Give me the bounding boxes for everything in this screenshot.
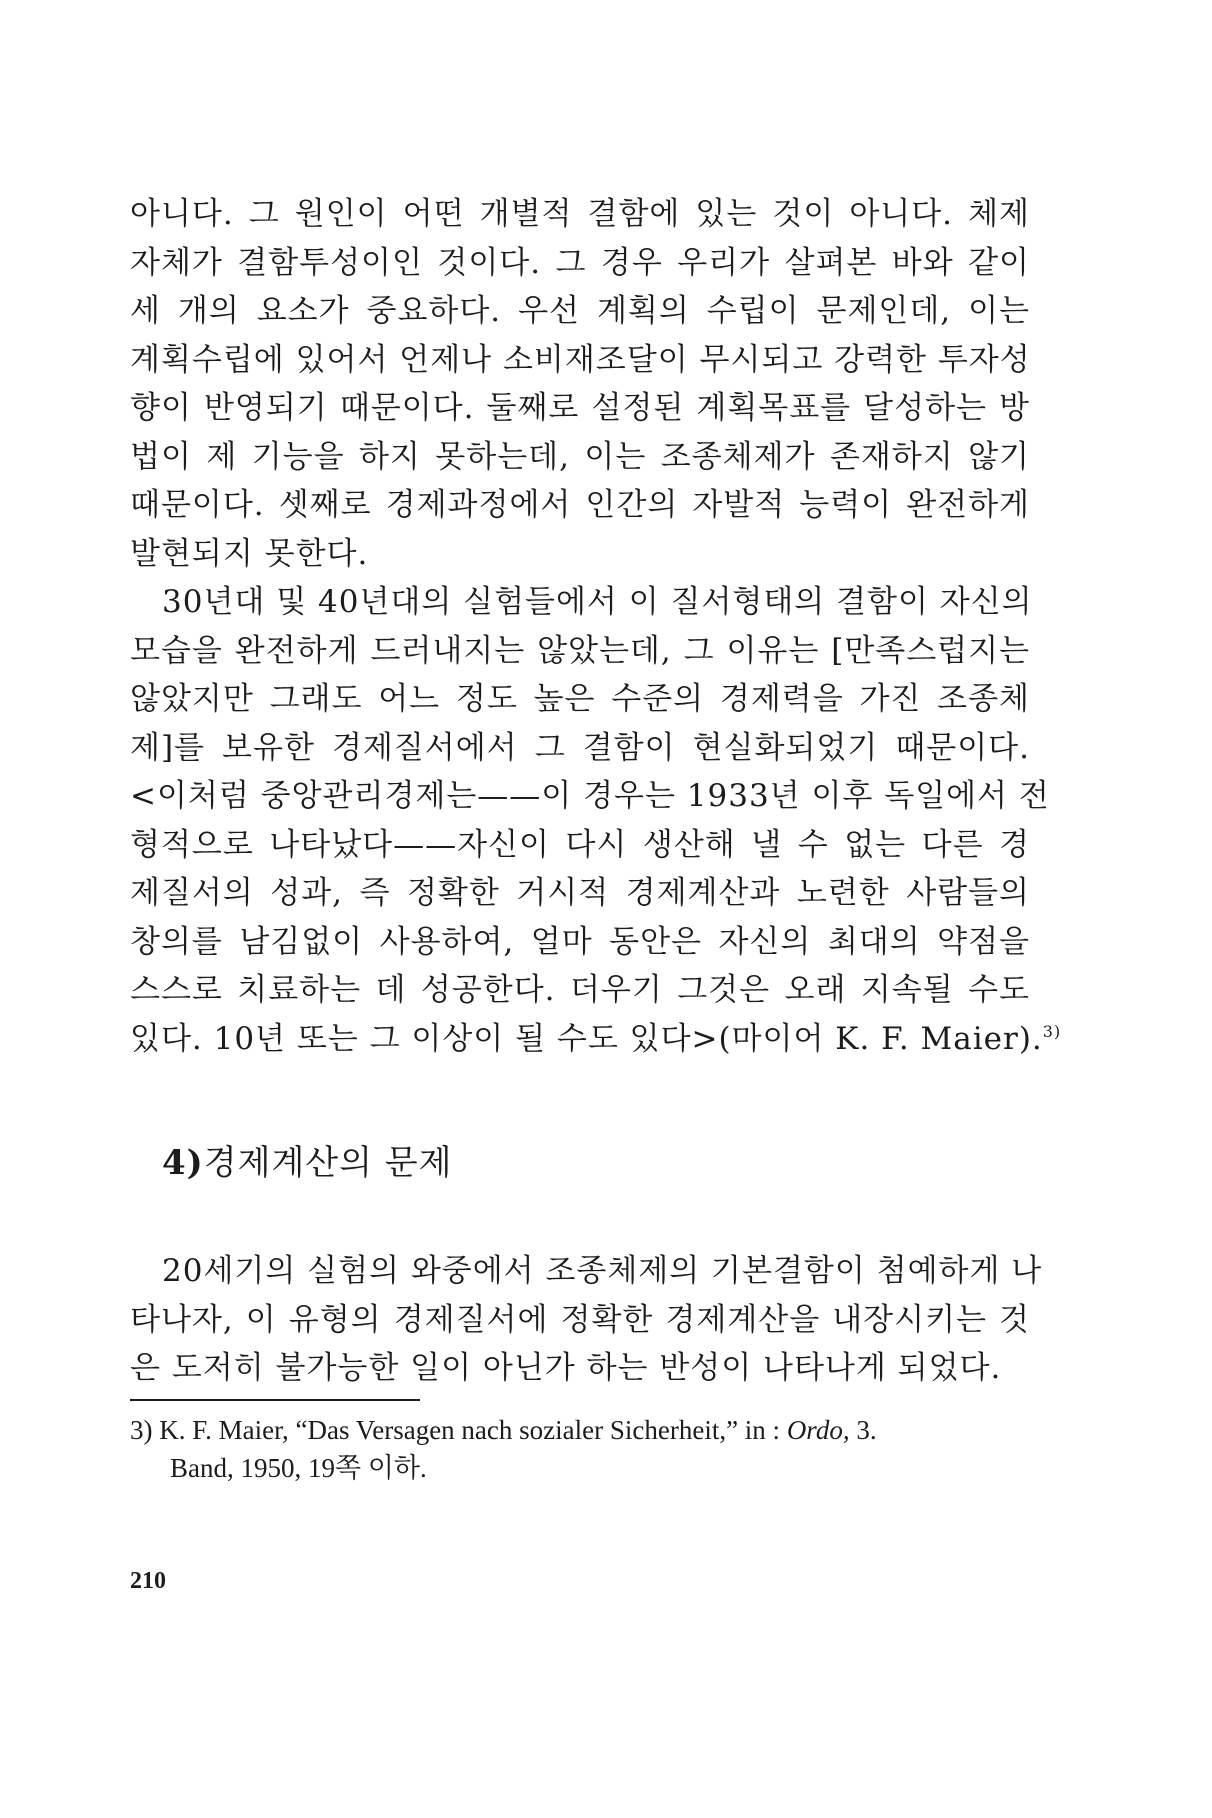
- section-title: 경제계산의 문제: [203, 1143, 453, 1183]
- text-line: 법이 제 기능을 하지 못하는데, 이는 조종체제가 존재하지 않기: [130, 438, 1030, 475]
- text-line: <이처럼 중앙관리경제는——이 경우는 1933년 이후 독일에서 전: [130, 778, 1050, 814]
- section-paragraph: [130, 1247, 1043, 1393]
- text-line: 발현되지 못한다.: [130, 535, 369, 572]
- footnote-text: K. F. Maier, “Das Versagen nach sozialer Sicherheit,” in :: [159, 1414, 787, 1445]
- footnote-continuation: Band, 1950, 19쪽 이하.: [170, 1452, 427, 1483]
- book-page: [130, 190, 1062, 1487]
- text-line: 30년대 및 40년대의 실험들에서 이 질서형태의 결함이 자신의: [162, 584, 1033, 620]
- footnote-marker: 3): [130, 1414, 153, 1445]
- text-line-content: 있다. 10년 또는 그 이상이 될 수도 있다>(마이어 K. F. Maier).: [130, 1020, 1043, 1057]
- text-line: 향이 반영되기 때문이다. 둘째로 설정된 계획목표를 달성하는 방: [130, 390, 1030, 426]
- footnote-reference[interactable]: 3): [1042, 1021, 1062, 1041]
- text-line: 않았지만 그래도 어느 정도 높은 수준의 경제력을 가진 조종체: [130, 681, 1030, 717]
- footnote-line: [130, 1411, 1030, 1449]
- text-line: 제질서의 성과, 즉 정확한 거시적 경제계산과 노련한 사람들의: [130, 875, 1030, 911]
- text-line: 형적으로 나타났다——자신이 다시 생산해 낼 수 없는 다른 경: [130, 826, 1030, 863]
- body-paragraph-1: [130, 190, 1030, 578]
- section-number: 4): [162, 1143, 204, 1183]
- text-line: 20세기의 실험의 와중에서 조종체제의 기본결함이 첨예하게 나: [162, 1253, 1043, 1289]
- text-line: 모습을 완전하게 드러내지는 않았는데, 그 이유는 [만족스럽지는: [130, 632, 1030, 669]
- text-line: 타나자, 이 유형의 경제질서에 정확한 경제계산을 내장시키는 것: [130, 1301, 1030, 1338]
- text-line: 제]를 보유한 경제질서에서 그 결함이 현실화되었기 때문이다.: [130, 729, 1030, 766]
- footnote-journal-title: Ordo,: [786, 1414, 850, 1445]
- footnote: [130, 1411, 1030, 1487]
- section-heading: [162, 1141, 1030, 1185]
- page-number: 210: [130, 1568, 166, 1594]
- footnote-text-end: 3.: [849, 1414, 877, 1445]
- body-paragraph-2: [130, 578, 1062, 1063]
- footnote-divider: [130, 1399, 420, 1401]
- text-line: 세 개의 요소가 중요하다. 우선 계획의 수립이 문제인데, 이는: [130, 293, 1030, 329]
- text-line: 때문이다. 셋째로 경제과정에서 인간의 자발적 능력이 완전하게: [130, 487, 1030, 523]
- text-line: 은 도저히 불가능한 일이 아닌가 하는 반성이 나타나게 되었다.: [130, 1350, 1002, 1386]
- text-line: 계획수립에 있어서 언제나 소비재조달이 무시되고 강력한 투자성: [130, 341, 1031, 378]
- text-line: 자체가 결함투성이인 것이다. 그 경우 우리가 살펴본 바와 같이: [130, 244, 1030, 281]
- text-line: 아니다. 그 원인이 어떤 개별적 결함에 있는 것이 아니다. 체제: [130, 196, 1030, 232]
- text-line-with-footnote-ref: [130, 1015, 1062, 1064]
- text-line: 스스로 치료하는 데 성공한다. 더우기 그것은 오래 지속될 수도: [130, 972, 1030, 1008]
- text-line: 창의를 남김없이 사용하여, 얼마 동안은 자신의 최대의 약점을: [130, 923, 1030, 960]
